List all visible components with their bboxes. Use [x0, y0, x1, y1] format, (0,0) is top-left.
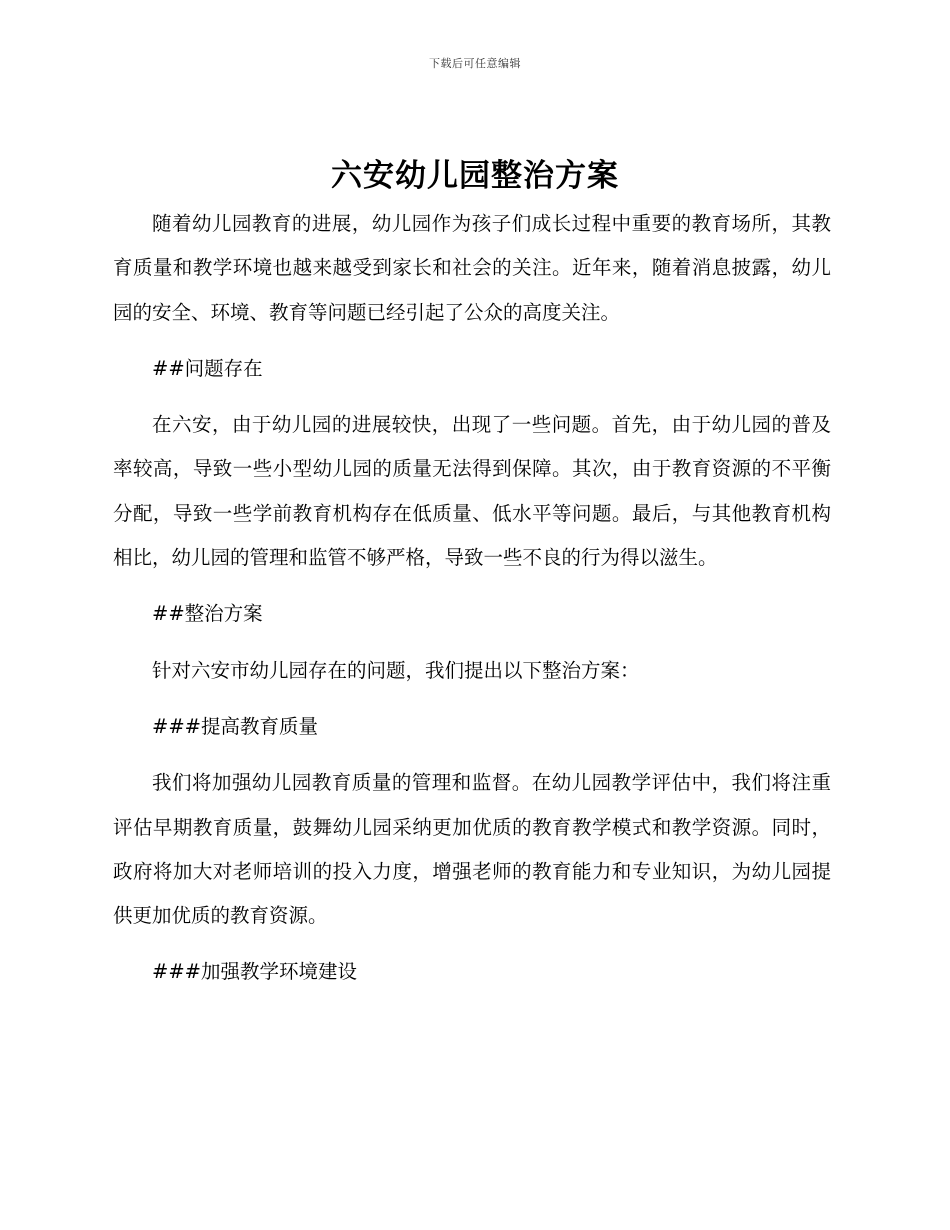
- paragraph-problems: 在六安，由于幼儿园的进展较快，出现了一些问题。首先，由于幼儿园的普及率较高，导致一些小型幼儿园的质量无法得到保障。其次，由于教育资源的不平衡分配，导致一些学前教育机构存在低质量、低水平等问题。最后，与其他教育机构相比，幼儿园的管理和监管不够严格，导致一些不良的行为得以滋生。: [113, 413, 831, 570]
- paragraph-intro: 随着幼儿园教育的进展，幼儿园作为孩子们成长过程中重要的教育场所，其教育质量和教学环境也越来越受到家长和社会的关注。近年来，随着消息披露，幼儿园的安全、环境、教育等问题已经引起了公众的高度关注。: [113, 212, 831, 324]
- document-body: [113, 202, 831, 995]
- subsection-heading-quality: ###提高教育质量: [152, 714, 319, 738]
- paragraph-plan-intro: 针对六安市幼儿园存在的问题，我们提出以下整治方案：: [152, 658, 640, 682]
- section-heading-problems: ##问题存在: [152, 356, 263, 380]
- subsection-heading-environment: ###加强教学环境建设: [152, 960, 358, 984]
- header-note: 下载后可任意编辑: [429, 57, 521, 70]
- paragraph-quality: 我们将加强幼儿园教育质量的管理和监督。在幼儿园教学评估中，我们将注重评估早期教育质量，鼓舞幼儿园采纳更加优质的教育教学模式和教学资源。同时，政府将加大对老师培训的投入力度，增强老师的教育能力和专业知识，为幼儿园提供更加优质的教育资源。: [113, 771, 831, 928]
- section-heading-plan: ##整治方案: [152, 602, 263, 626]
- document-title: 六安幼儿园整治方案: [331, 158, 619, 194]
